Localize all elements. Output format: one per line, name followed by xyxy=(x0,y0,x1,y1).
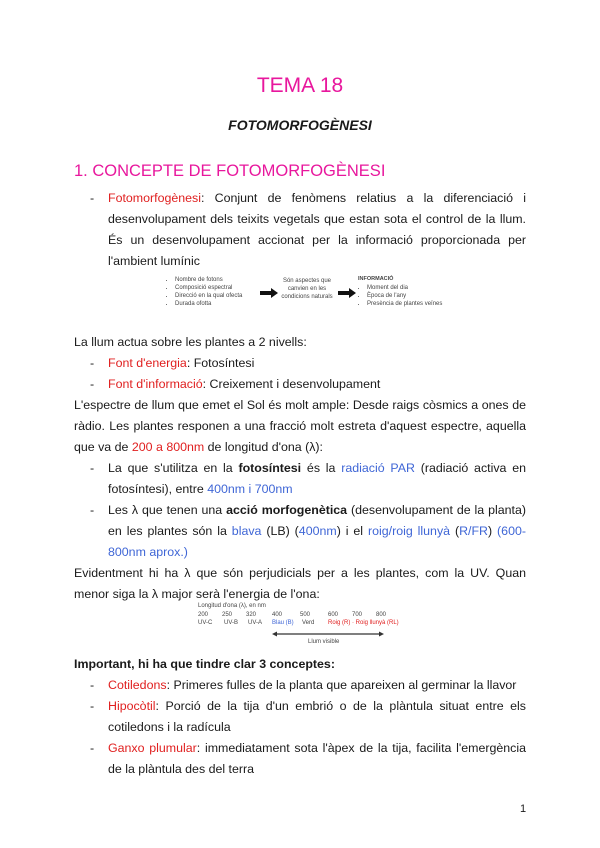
list-item: • Durada ofotta xyxy=(175,300,267,308)
concept-text: : Porció de la tija d'un embrió o de la plàntula situat entre els cotiledons i la radícula xyxy=(108,699,526,734)
scale-label: Longitud d'ona (λ), en nm xyxy=(198,603,266,609)
definition-text: : Conjunt de fenòmens relatius a la diferenciació i desenvolupament dels teixits vegetals que estan sota el control de la llum. És un desenvolupament accionat per la informació proporcionada per l'ambient lumínic xyxy=(108,191,526,268)
concept-item xyxy=(108,675,526,696)
tick-label: 400 xyxy=(272,612,283,618)
information-diagram xyxy=(166,274,443,322)
term: Font d'energia xyxy=(108,356,187,370)
concept-text: : immediatament sota l'àpex de la tija, facilita l'emergència de la plàntula des del terra xyxy=(108,741,527,776)
visible-light-label: Llum visible xyxy=(308,639,340,645)
blue-term: 400nm xyxy=(298,524,337,538)
level-item xyxy=(108,353,526,374)
tick-label: 700 xyxy=(352,612,363,618)
spectrum-paragraph xyxy=(74,395,526,458)
bullet-dash: - xyxy=(90,377,95,391)
bullet-dash: - xyxy=(90,741,95,755)
page-title: TEMA 18 xyxy=(256,74,344,97)
list-item: • Època de l'any xyxy=(367,292,447,300)
tick-label: 600 xyxy=(328,612,339,618)
wavelength-range: 200 a 800nm xyxy=(131,440,205,454)
blue-term: roig/roig llunyà xyxy=(367,524,451,538)
term: Cotiledons xyxy=(108,678,167,692)
visible-range-arrow-icon xyxy=(272,631,384,637)
arrow-right-icon xyxy=(260,288,278,298)
level-text: : Fotosíntesi xyxy=(186,356,255,370)
tick-label: 800 xyxy=(376,612,387,618)
concept-text: : Primeres fulles de la planta que apareixen al germinar la llavor xyxy=(166,678,517,692)
tick-label: 250 xyxy=(222,612,233,618)
uv-paragraph: Evidentment hi ha λ que són perjudicials per a les plantes, com la UV. Quan menor siga la λ major serà l'energia de l'ona: xyxy=(74,566,526,601)
list-item: • Presència de plantes veïnes xyxy=(367,300,447,308)
section-heading: 1. CONCEPTE DE FOTOMORFOGÈNESI xyxy=(74,162,386,180)
information-list xyxy=(358,284,447,308)
spectrum-text: L'espectre de llum que emet el Sol és molt ample: Desde raigs còsmics a ones de ràdio. Les plantes responen a una fracció molt estreta d'aquest espectre, aquella que va de xyxy=(74,398,526,454)
term: Hipocòtil xyxy=(108,699,156,713)
wavelength-scale-figure xyxy=(198,603,402,649)
arrow-right-icon xyxy=(338,288,356,298)
photosynthesis-item xyxy=(108,458,526,500)
information-title: INFORMACIÓ xyxy=(358,276,394,282)
term: Ganxo plumular xyxy=(108,741,197,755)
tick-label: 500 xyxy=(300,612,311,618)
text: (desenvolupament de la planta) en les plantes són la xyxy=(108,503,526,538)
bullet-dash: - xyxy=(90,503,95,517)
list-item: • Moment del dia xyxy=(367,284,447,292)
band-label: UV-A xyxy=(248,620,263,626)
term: Fotomorfogènesi xyxy=(108,191,201,205)
morphogenic-item xyxy=(108,500,526,563)
bullet-dash: - xyxy=(90,356,95,370)
bullet-dash: - xyxy=(90,699,95,713)
band-label: Verd xyxy=(302,620,315,626)
text: La que s'utilitza en la xyxy=(108,461,239,475)
list-item: • Direcció en la qual ofecta xyxy=(175,292,267,300)
text: ( xyxy=(450,524,460,538)
levels-intro: La llum actua sobre les plantes a 2 nivells: xyxy=(74,335,307,349)
text: és la xyxy=(301,461,342,475)
blue-term: 400nm i 700nm xyxy=(207,482,293,496)
blue-term: R/FR xyxy=(459,524,488,538)
text: ) i el xyxy=(336,524,368,538)
bullet-dash: - xyxy=(90,461,95,475)
concept-item xyxy=(108,738,526,780)
tick-label: 320 xyxy=(246,612,257,618)
list-item: • Composició espectral xyxy=(175,284,267,292)
list-item: • Nombre de fotons xyxy=(175,276,267,284)
text: Les λ que tenen una xyxy=(108,503,227,517)
bullet-dash: - xyxy=(90,678,95,692)
text: (radiació activa en fotosíntesi), entre xyxy=(108,461,526,496)
bullet-dash: - xyxy=(90,191,95,205)
blue-term: radiació PAR xyxy=(341,461,415,475)
tick-label: 200 xyxy=(198,612,209,618)
spectrum-text: de longitud d'ona (λ): xyxy=(204,440,323,454)
term: Font d'informació xyxy=(108,377,203,391)
bold-term: fotosíntesi xyxy=(238,461,302,475)
text: (LB) ( xyxy=(261,524,299,538)
band-label: Blau (B) xyxy=(272,620,294,626)
page-number: 1 xyxy=(520,803,527,815)
natural-conditions-note: Són aspectes que canvien en les condicions naturals xyxy=(281,278,333,300)
blue-term: (600-800nm aprox.) xyxy=(108,524,526,559)
concept-item xyxy=(108,696,526,738)
page-subtitle: FOTOMORFOGÈNESI xyxy=(228,117,372,133)
level-text: : Creixement i desenvolupament xyxy=(202,377,381,391)
band-label: UV-B xyxy=(224,620,239,626)
band-label: UV-C xyxy=(198,620,213,626)
blue-term: blava xyxy=(231,524,262,538)
light-properties-list xyxy=(166,276,267,308)
definition-paragraph xyxy=(108,188,526,272)
level-item xyxy=(108,374,526,395)
text: ) xyxy=(488,524,498,538)
band-label: Roig (R) · Roig llunyà (RL) xyxy=(328,620,399,626)
important-heading: Important, hi ha que tindre clar 3 conceptes: xyxy=(74,657,335,671)
bold-term: acció morfogenètica xyxy=(226,503,348,517)
